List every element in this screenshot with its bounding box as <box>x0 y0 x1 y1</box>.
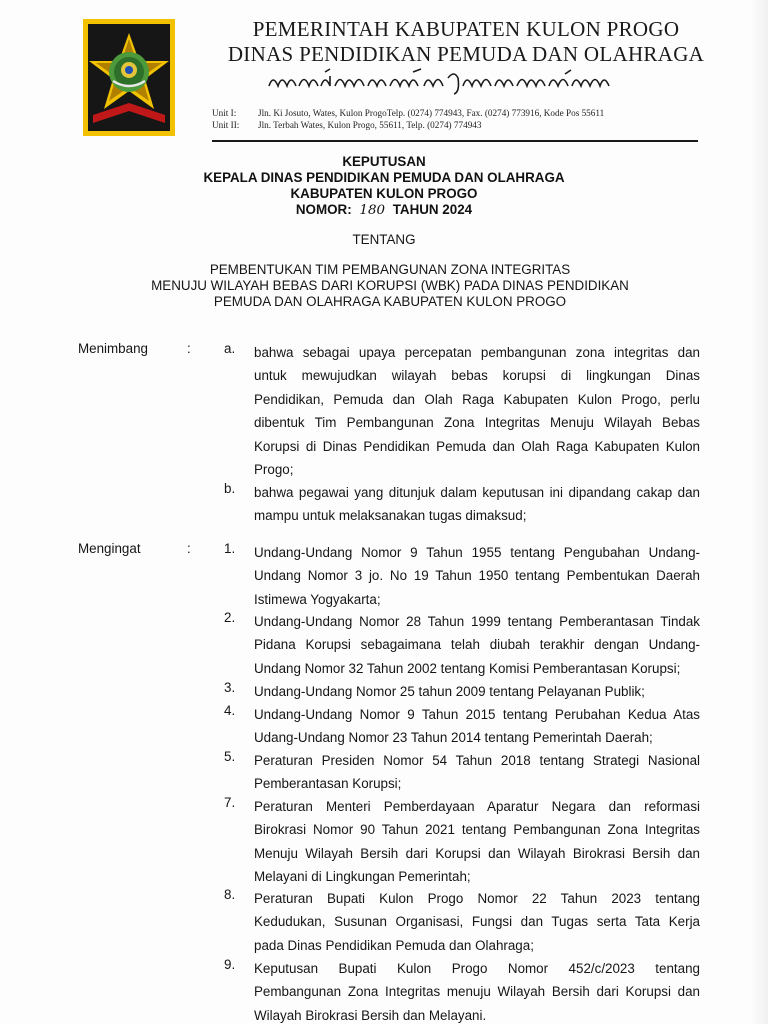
item-marker: a. <box>224 341 236 356</box>
item-marker: 3. <box>224 680 236 695</box>
letterhead-divider <box>212 140 698 142</box>
item-text <box>254 703 700 750</box>
item-line: Udang-Undang Nomor 23 Tahun 2014 tentang Pemerintah Daerah; <box>254 730 653 746</box>
item-line: Undang-Undang Nomor 25 tahun 2009 tentang Pelayanan Publik; <box>254 684 645 699</box>
tentang-heading: TENTANG <box>352 232 416 247</box>
item-marker: 2. <box>224 610 236 625</box>
decree-number-prefix: NOMOR: <box>295 202 352 217</box>
menimbang-label: Menimbang <box>78 341 148 356</box>
item-text <box>254 341 700 481</box>
item-line: dibentuk Tim Pembangunan Zona Integritas Menuju Wilayah Bebas <box>254 415 700 431</box>
item-marker: 8. <box>224 887 236 902</box>
item-line: Undang Nomor 3 jo. No 19 Tahun 1950 tentang Pembentukan Daerah <box>254 568 700 584</box>
item-line: Peraturan Menteri Pemberdayaan Aparatur Negara dan reformasi <box>254 799 700 814</box>
kulon-progo-regency-emblem-icon <box>83 19 175 136</box>
mengingat-label: Mengingat <box>78 541 141 556</box>
letterhead-government-name: PEMERINTAH KABUPATEN KULON PROGO <box>252 17 680 41</box>
decree-region: KABUPATEN KULON PROGO <box>290 186 478 201</box>
item-line: Pemberantasan Korupsi; <box>254 776 402 792</box>
item-line: Melayani di Lingkungan Pemerintah; <box>254 869 471 885</box>
item-marker: b. <box>224 481 236 496</box>
item-line: Pembangunan Zona Integritas menuju Wilayah Bersih dari Korupsi dan <box>254 984 700 1000</box>
decree-number-year: TAHUN 2024 <box>392 202 473 217</box>
item-marker: 5. <box>224 749 236 764</box>
item-marker: 7. <box>224 795 236 810</box>
item-line: bahwa pegawai yang ditunjuk dalam keputusan ini dipandang cakap dan <box>254 485 700 500</box>
decree-subject-line: MENUJU WILAYAH BEBAS DARI KORUPSI (WBK) PADA DINAS PENDIDIKAN <box>151 278 629 293</box>
item-text <box>254 749 700 796</box>
item-text <box>254 481 700 528</box>
menimbang-colon: : <box>187 341 191 356</box>
scan-edge-shadow <box>750 0 768 1024</box>
address-unit-label: Unit II: <box>212 120 240 130</box>
address-unit-text: Jln. Terbah Wates, Kulon Progo, 55611, Telp. (0274) 774943 <box>258 120 482 130</box>
item-text <box>254 680 700 703</box>
mengingat-colon: : <box>187 541 191 556</box>
item-marker: 1. <box>224 541 236 556</box>
item-marker: 4. <box>224 703 236 718</box>
item-text <box>254 610 700 680</box>
item-line: Keputusan Bupati Kulon Progo Nomor 452/c/2023 tentang <box>254 961 700 976</box>
javanese-script-agency-name <box>265 66 625 96</box>
decree-heading: KEPUTUSAN <box>342 154 426 169</box>
item-line: Birokrasi Nomor 90 Tahun 2021 tentang Pembangunan Zona Integritas <box>254 822 700 838</box>
item-text <box>254 541 700 611</box>
item-text <box>254 795 700 889</box>
item-line: Wilayah Birokrasi Bersih dan Melayani. <box>254 1007 487 1023</box>
item-text <box>254 957 700 1027</box>
item-line: Undang-Undang Nomor 9 Tahun 1955 tentang Pengubahan Undang- <box>254 545 700 560</box>
decree-number-value: 180 <box>359 203 385 218</box>
decree-subject-line: PEMBENTUKAN TIM PEMBANGUNAN ZONA INTEGRITAS <box>209 262 571 277</box>
item-line: bahwa sebagai upaya percepatan pembangunan zona integritas dan <box>254 345 700 360</box>
item-line: Kedudukan, Susunan Organisasi, Fungsi dan Tugas serta Tata Kerja <box>254 914 700 930</box>
item-line: Undang-Undang Nomor 28 Tahun 1999 tentang Pemberantasan Tindak <box>254 614 700 629</box>
item-line: untuk mewujudkan wilayah bebas korupsi di lingkungan Dinas <box>254 368 700 384</box>
item-line: Undang-Undang Nomor 9 Tahun 2015 tentang Perubahan Kedua Atas <box>254 707 700 722</box>
item-line: Pendidikan, Pemuda dan Olah Raga Kabupaten Kulon Progo, perlu <box>254 391 700 407</box>
item-line: Peraturan Presiden Nomor 54 Tahun 2018 tentang Strategi Nasional <box>254 753 700 768</box>
item-line: Korupsi di Dinas Pendidikan Pemuda dan Olah Raga Kabupaten Kulon <box>254 438 700 454</box>
address-unit-label: Unit I: <box>212 108 237 118</box>
item-line: Undang Nomor 32 Tahun 2002 tentang Komisi Pemberantasan Korupsi; <box>254 660 681 676</box>
decree-subject-line: PEMUDA DAN OLAHRAGA KABUPATEN KULON PROGO <box>213 294 567 309</box>
item-line: Peraturan Bupati Kulon Progo Nomor 22 Tahun 2023 tentang <box>254 891 700 906</box>
item-line: Istimewa Yogyakarta; <box>254 591 381 607</box>
decree-issuer: KEPALA DINAS PENDIDIKAN PEMUDA DAN OLAHRAGA <box>203 170 565 185</box>
item-line: Pidana Korupsi sebagaimana telah diubah terakhir dengan Undang- <box>254 637 700 653</box>
item-line: Progo; <box>254 462 294 478</box>
item-line: Menuju Wilayah Bersih dari Korupsi dan Wilayah Birokrasi Bersih dan <box>254 845 700 861</box>
item-line: mampu untuk melaksanakan tugas dimaksud; <box>254 508 527 524</box>
address-unit-text: Jln. Ki Josuto, Wates, Kulon ProgoTelp. (0274) 774943, Fax. (0274) 773916, Kode Pos 55611 <box>258 108 605 118</box>
decree-number <box>0 202 768 218</box>
item-text <box>254 887 700 957</box>
item-line: pada Dinas Pendidikan Pemuda dan Olahraga; <box>254 937 534 953</box>
item-marker: 9. <box>224 957 236 972</box>
letterhead-agency-name: DINAS PENDIDIKAN PEMUDA DAN OLAHRAGA <box>227 42 705 66</box>
